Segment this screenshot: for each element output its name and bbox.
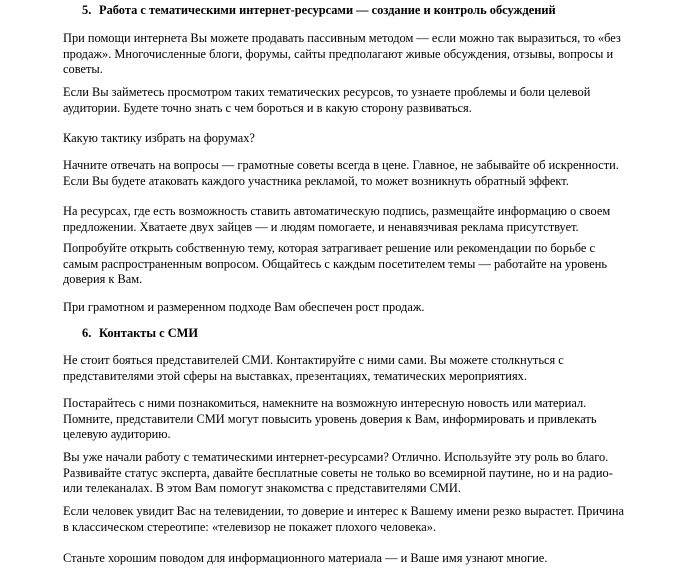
paragraph-line: Постарайтесь с ними познакомиться, намекните на возможную интересную новость или материал. [63, 396, 587, 410]
paragraph-line: доверия к Вам. [63, 272, 143, 286]
paragraph-line: Вы уже начали работу с тематическими интернет-ресурсами? Отлично. Используйте эту роль во благо. [63, 450, 609, 464]
paragraph-line: Какую тактику избрать на форумах? [63, 131, 255, 145]
paragraph [63, 396, 597, 443]
section-number-5: 5. [82, 3, 92, 17]
paragraph-line: продаж». Многочисленные блоги, форумы, сайты предполагают живые обсуждения, отзывы, вопросы и [63, 46, 614, 61]
section-number-6: 6. [82, 326, 92, 340]
paragraph-line: На ресурсах, где есть возможность ставить автоматическую подпись, размещайте информацию о своем [63, 204, 611, 218]
paragraph-line: самым распространенным вопросом. Общайтесь с каждым посетителем темы — работайте на уровень [63, 256, 608, 271]
paragraph-line: Если Вы будете атаковать каждого участника рекламой, то может возникнуть обратный эффект. [63, 173, 569, 188]
paragraph [63, 450, 613, 497]
paragraph [63, 551, 547, 567]
paragraph-line: Попробуйте открыть собственную тему, которая затрагивает решение или рекомендации по борьбе с [63, 241, 595, 255]
paragraph-line: Помните, представители СМИ могут повысить уровень доверия к Вам, информировать и привлекать [63, 411, 597, 426]
paragraph [63, 131, 255, 147]
paragraph [63, 504, 624, 535]
paragraph [63, 353, 564, 384]
paragraph-line: При грамотном и размеренном подходе Вам обеспечен рост продаж. [63, 300, 425, 314]
paragraph [63, 85, 590, 116]
paragraph [63, 204, 610, 235]
paragraph-line: в классическом стереотипе: «телевизор не покажет плохого человека». [63, 519, 437, 534]
paragraph-line: Начните отвечать на вопросы — грамотные советы всегда в цене. Главное, не забывайте об искренности. [63, 158, 619, 172]
paragraph-line: Если Вы займетесь просмотром таких тематических ресурсов, то узнаете проблемы и боли целевой [63, 85, 591, 99]
paragraph-line: представителями этой сферы на выставках, презентациях, тематических мероприятиях. [63, 368, 527, 383]
paragraph-line: аудитории. Будете точно знать с чем бороться и в какую сторону развиваться. [63, 100, 472, 115]
paragraph-line: При помощи интернета Вы можете продавать пассивным методом — если можно так выразиться, то «без [63, 31, 621, 45]
paragraph-line: Если человек увидит Вас на телевидении, то доверие и интерес к Вашему имени резко вырастет. Причина [63, 504, 624, 518]
section-heading-6 [63, 326, 198, 342]
paragraph-line: целевую аудиторию. [63, 427, 171, 441]
paragraph-line: предложении. Хватаете двух зайцев — и людям помогаете, и ненавязчивая реклама присутствует. [63, 219, 579, 234]
paragraph [63, 300, 425, 316]
paragraph [63, 31, 621, 78]
paragraph-line: Станьте хорошим поводом для информационного материала — и Ваше имя узнают многие. [63, 551, 548, 565]
section-heading-5 [63, 3, 556, 19]
paragraph-line: Не стоит бояться представителей СМИ. Контактируйте с ними сами. Вы можете столкнуться с [63, 353, 564, 367]
paragraph [63, 241, 607, 288]
paragraph-line: или телеканалах. В этом Вам помогут знакомства с представителями СМИ. [63, 481, 461, 495]
paragraph-line: Развивайте статус эксперта, давайте бесплатные советы не только во всемирной паутине, но и на радио- [63, 465, 613, 480]
section-title-5: Работа с тематическими интернет-ресурсами — создание и контроль обсуждений [99, 3, 556, 17]
paragraph [63, 158, 619, 189]
section-title-6: Контакты с СМИ [99, 326, 199, 340]
paragraph-line: советы. [63, 62, 103, 76]
